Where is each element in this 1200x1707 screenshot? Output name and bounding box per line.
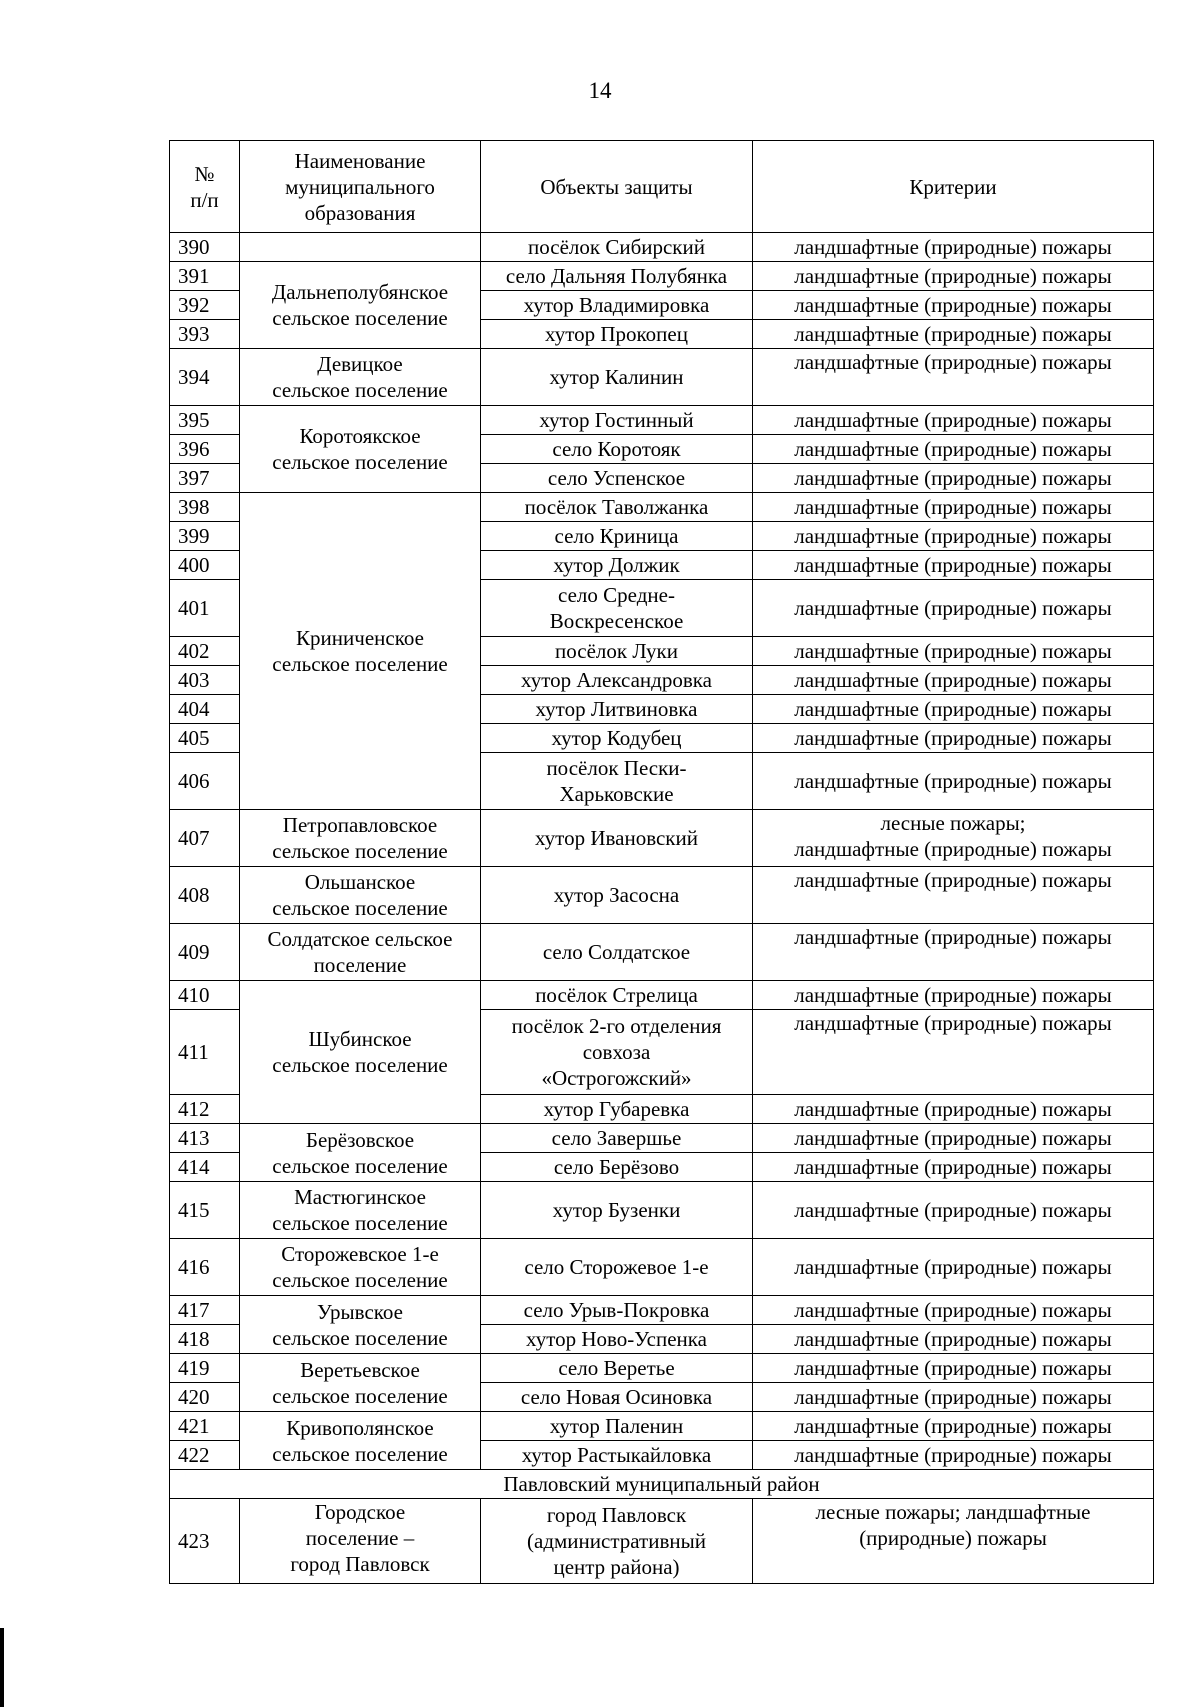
row-number: 406 <box>170 753 240 810</box>
row-number: 390 <box>170 233 240 262</box>
municipality-cell <box>240 1354 481 1412</box>
criteria-text: ландшафтные (природные) пожары <box>794 639 1112 663</box>
row-number: 392 <box>170 291 240 320</box>
protection-object <box>481 666 753 695</box>
table-row <box>170 1412 1154 1441</box>
protection-object-text: хутор Кодубец <box>551 726 682 750</box>
protection-object-text: посёлок Пески- Харьковские <box>546 756 687 806</box>
protection-object <box>481 1124 753 1153</box>
criteria-text: ландшафтные (природные) пожары <box>794 1255 1112 1279</box>
criteria-cell <box>753 320 1154 349</box>
municipality-cell <box>240 349 481 406</box>
protection-object <box>481 1383 753 1412</box>
criteria-cell <box>753 695 1154 724</box>
table-row <box>170 1182 1154 1239</box>
criteria-cell <box>753 1095 1154 1124</box>
municipality-cell <box>240 867 481 924</box>
row-number: 416 <box>170 1239 240 1296</box>
row-number: 415 <box>170 1182 240 1239</box>
page-number: 14 <box>588 78 612 103</box>
criteria-text: ландшафтные (природные) пожары <box>794 697 1112 721</box>
protection-object-text: хутор Растыкайловка <box>521 1443 712 1467</box>
table-row <box>170 981 1154 1010</box>
municipality-name: Мастюгинское сельское поселение <box>272 1185 448 1235</box>
criteria-text: лесные пожары; ландшафтные (природные) пожары <box>815 1500 1091 1550</box>
row-number: 397 <box>170 464 240 493</box>
protection-object <box>481 464 753 493</box>
table-row <box>170 406 1154 435</box>
row-number: 410 <box>170 981 240 1010</box>
protection-object-text: хутор Литвиновка <box>535 697 698 721</box>
criteria-cell <box>753 1153 1154 1182</box>
protection-objects-table <box>169 140 1154 1584</box>
row-number: 408 <box>170 867 240 924</box>
protection-object-text: хутор Ново-Успенка <box>526 1327 707 1351</box>
protection-object <box>481 349 753 406</box>
criteria-cell <box>753 493 1154 522</box>
municipality-cell <box>240 924 481 981</box>
protection-object-text: село Коротояк <box>552 437 681 461</box>
criteria-text: ландшафтные (природные) пожары <box>794 1126 1112 1150</box>
protection-object <box>481 724 753 753</box>
row-number: 422 <box>170 1441 240 1470</box>
municipality-cell <box>240 1239 481 1296</box>
protection-object-text: посёлок Сибирский <box>527 235 705 259</box>
protection-object <box>481 1153 753 1182</box>
table-row <box>170 810 1154 867</box>
municipality-cell <box>240 1296 481 1354</box>
municipality-name: Берёзовское сельское поселение <box>272 1127 448 1178</box>
criteria-text: ландшафтные (природные) пожары <box>794 350 1112 374</box>
municipality-cell <box>240 1182 481 1239</box>
protection-object-text: хутор Калинин <box>549 365 684 389</box>
protection-object <box>481 1499 753 1584</box>
criteria-text: ландшафтные (природные) пожары <box>794 1011 1112 1035</box>
criteria-text: ландшафтные (природные) пожары <box>794 1385 1112 1409</box>
criteria-text: ландшафтные (природные) пожары <box>794 408 1112 432</box>
criteria-text: ландшафтные (природные) пожары <box>794 925 1112 949</box>
row-number: 411 <box>170 1010 240 1095</box>
criteria-text: ландшафтные (природные) пожары <box>794 1443 1112 1467</box>
criteria-cell <box>753 666 1154 695</box>
row-number: 405 <box>170 724 240 753</box>
criteria-text: ландшафтные (природные) пожары <box>794 1155 1112 1179</box>
criteria-cell <box>753 233 1154 262</box>
protection-object-text: село Успенское <box>547 466 686 490</box>
municipality-cell <box>240 406 481 493</box>
protection-object <box>481 1412 753 1441</box>
protection-object <box>481 1325 753 1354</box>
municipality-cell <box>240 810 481 867</box>
criteria-cell <box>753 1296 1154 1325</box>
protection-object <box>481 1095 753 1124</box>
criteria-text: ландшафтные (природные) пожары <box>794 668 1112 692</box>
protection-object <box>481 522 753 551</box>
protection-object-text: хутор Прокопец <box>545 322 688 346</box>
municipality-name: Коротоякское сельское поселение <box>272 424 448 474</box>
protection-object <box>481 1010 753 1095</box>
municipality-cell <box>240 233 481 262</box>
criteria-cell <box>753 1124 1154 1153</box>
table-row <box>170 349 1154 406</box>
protection-object-text: село Дальняя Полубянка <box>505 264 728 288</box>
table-body <box>170 233 1154 1584</box>
table-row <box>170 1124 1154 1153</box>
row-number: 407 <box>170 810 240 867</box>
protection-object <box>481 262 753 291</box>
criteria-cell <box>753 724 1154 753</box>
table-row <box>170 1499 1154 1584</box>
protection-object-text: село Сторожевое 1-е <box>524 1255 709 1279</box>
municipality-name: Городское поселение – город Павловск <box>290 1500 430 1576</box>
municipality-name: Ольшанское сельское поселение <box>272 870 448 920</box>
municipality-name: Петропавловское сельское поселение <box>272 813 448 863</box>
protection-object <box>481 493 753 522</box>
protection-object <box>481 753 753 810</box>
table-row <box>170 924 1154 981</box>
protection-object-text: хутор Засосна <box>553 883 680 907</box>
section-title: Павловский муниципальный район <box>170 1470 1154 1499</box>
criteria-cell <box>753 1239 1154 1296</box>
criteria-text: ландшафтные (природные) пожары <box>794 1198 1112 1222</box>
criteria-text: ландшафтные (природные) пожары <box>794 769 1112 793</box>
protection-object-text: хутор Владимировка <box>523 293 710 317</box>
section-row-pavlovsk <box>170 1470 1154 1499</box>
protection-object <box>481 637 753 666</box>
protection-object-text: село Новая Осиновка <box>520 1385 713 1409</box>
protection-object-text: хутор Должик <box>553 553 680 577</box>
protection-object-text: посёлок Стрелица <box>535 983 698 1007</box>
municipality-name: Веретьевское сельское поселение <box>272 1357 448 1408</box>
protection-object-text: село Веретье <box>558 1356 675 1380</box>
criteria-cell <box>753 810 1154 867</box>
criteria-text: ландшафтные (природные) пожары <box>794 322 1112 346</box>
criteria-text: ландшафтные (природные) пожары <box>794 466 1112 490</box>
criteria-text: ландшафтные (природные) пожары <box>794 1298 1112 1322</box>
criteria-text: лесные пожары; ландшафтные (природные) пожары <box>794 811 1112 861</box>
protection-object-text: хутор Ивановский <box>534 826 698 850</box>
municipality-name: Шубинское сельское поселение <box>272 1027 448 1077</box>
row-number: 404 <box>170 695 240 724</box>
protection-object <box>481 695 753 724</box>
row-number: 401 <box>170 580 240 637</box>
municipality-cell <box>240 981 481 1124</box>
row-number: 413 <box>170 1124 240 1153</box>
municipality-name: Криниченское сельское поселение <box>272 626 448 676</box>
table-row <box>170 867 1154 924</box>
protection-object-text: село Завершье <box>551 1126 682 1150</box>
protection-object-text: село Урыв-Покровка <box>523 1298 710 1322</box>
municipality-cell <box>240 1499 481 1584</box>
municipality-cell <box>240 493 481 810</box>
protection-object-text: хутор Александровка <box>521 668 712 692</box>
row-number: 399 <box>170 522 240 551</box>
municipality-name: Урывское сельское поселение <box>272 1299 448 1350</box>
criteria-cell <box>753 435 1154 464</box>
row-number: 395 <box>170 406 240 435</box>
protection-object-text: хутор Паленин <box>549 1414 684 1438</box>
criteria-text: ландшафтные (природные) пожары <box>794 524 1112 548</box>
municipality-cell <box>240 262 481 349</box>
criteria-cell <box>753 1499 1154 1584</box>
protection-object-text: посёлок Луки <box>555 639 678 663</box>
criteria-cell <box>753 1010 1154 1095</box>
criteria-text: ландшафтные (природные) пожары <box>794 495 1112 519</box>
protection-object <box>481 867 753 924</box>
protection-object-text: село Средне- Воскресенское <box>549 583 684 633</box>
protection-object <box>481 1441 753 1470</box>
criteria-text: ландшафтные (природные) пожары <box>794 726 1112 750</box>
row-number: 402 <box>170 637 240 666</box>
row-number: 394 <box>170 349 240 406</box>
municipality-name: Кривополянское сельское поселение <box>272 1415 448 1466</box>
protection-object <box>481 981 753 1010</box>
criteria-cell <box>753 406 1154 435</box>
row-number: 417 <box>170 1296 240 1325</box>
row-number: 393 <box>170 320 240 349</box>
protection-object-text: город Павловск (административный центр района) <box>527 1503 706 1579</box>
criteria-cell <box>753 1441 1154 1470</box>
criteria-cell <box>753 551 1154 580</box>
protection-object <box>481 580 753 637</box>
row-number: 418 <box>170 1325 240 1354</box>
criteria-text: ландшафтные (природные) пожары <box>794 1097 1112 1121</box>
criteria-text: ландшафтные (природные) пожары <box>794 293 1112 317</box>
criteria-text: ландшафтные (природные) пожары <box>794 437 1112 461</box>
protection-object-text: село Криница <box>554 524 679 548</box>
header-objects: Объекты защиты <box>481 141 753 233</box>
municipality-cell <box>240 1124 481 1182</box>
municipality-name: Девицкое сельское поселение <box>272 352 448 402</box>
criteria-cell <box>753 1354 1154 1383</box>
criteria-cell <box>753 981 1154 1010</box>
protection-object <box>481 810 753 867</box>
row-number: 419 <box>170 1354 240 1383</box>
criteria-cell <box>753 349 1154 406</box>
criteria-text: ландшафтные (природные) пожары <box>794 264 1112 288</box>
table-row <box>170 1239 1154 1296</box>
scan-edge-mark <box>0 1628 4 1707</box>
criteria-text: ландшафтные (природные) пожары <box>794 596 1112 620</box>
criteria-text: ландшафтные (природные) пожары <box>794 553 1112 577</box>
protection-object <box>481 406 753 435</box>
protection-object <box>481 1239 753 1296</box>
table-row <box>170 493 1154 522</box>
criteria-cell <box>753 753 1154 810</box>
municipality-name: Солдатское сельское поселение <box>267 927 453 977</box>
criteria-cell <box>753 1325 1154 1354</box>
criteria-cell <box>753 1182 1154 1239</box>
criteria-cell <box>753 464 1154 493</box>
criteria-cell <box>753 637 1154 666</box>
row-number: 398 <box>170 493 240 522</box>
protection-object-text: хутор Губаревка <box>543 1097 690 1121</box>
protection-object <box>481 291 753 320</box>
table-row <box>170 233 1154 262</box>
protection-object-text: посёлок 2-го отделения совхоза «Острогожский» <box>511 1014 722 1090</box>
protection-object <box>481 233 753 262</box>
protection-object-text: хутор Гостинный <box>539 408 694 432</box>
header-num: № п/п <box>170 141 240 233</box>
criteria-cell <box>753 1412 1154 1441</box>
criteria-cell <box>753 924 1154 981</box>
protection-object <box>481 1296 753 1325</box>
criteria-text: ландшафтные (природные) пожары <box>794 235 1112 259</box>
row-number: 400 <box>170 551 240 580</box>
criteria-text: ландшафтные (природные) пожары <box>794 983 1112 1007</box>
criteria-cell <box>753 867 1154 924</box>
municipality-name: Дальнеполубянское сельское поселение <box>271 280 449 330</box>
protection-object-text: село Солдатское <box>542 940 691 964</box>
protection-object <box>481 1354 753 1383</box>
header-municipality: Наименование муниципального образования <box>240 141 481 233</box>
protection-object <box>481 551 753 580</box>
criteria-cell <box>753 291 1154 320</box>
row-number: 409 <box>170 924 240 981</box>
municipality-name: Сторожевское 1-е сельское поселение <box>272 1242 448 1292</box>
protection-object-text: село Берёзово <box>553 1155 680 1179</box>
protection-object-text: посёлок Таволжанка <box>524 495 709 519</box>
row-number: 421 <box>170 1412 240 1441</box>
table-row <box>170 262 1154 291</box>
row-number: 423 <box>170 1499 240 1584</box>
row-number: 420 <box>170 1383 240 1412</box>
table-row <box>170 1354 1154 1383</box>
criteria-cell <box>753 262 1154 291</box>
criteria-text: ландшафтные (природные) пожары <box>794 1327 1112 1351</box>
municipality-cell <box>240 1412 481 1470</box>
protection-object-text: хутор Бузенки <box>552 1198 681 1222</box>
criteria-text: ландшафтные (природные) пожары <box>794 868 1112 892</box>
row-number: 391 <box>170 262 240 291</box>
criteria-cell <box>753 522 1154 551</box>
criteria-cell <box>753 1383 1154 1412</box>
criteria-text: ландшафтные (природные) пожары <box>794 1414 1112 1438</box>
protection-object <box>481 1182 753 1239</box>
protection-object <box>481 320 753 349</box>
protection-object <box>481 435 753 464</box>
criteria-text: ландшафтные (природные) пожары <box>794 1356 1112 1380</box>
row-number: 396 <box>170 435 240 464</box>
header-criteria: Критерии <box>753 141 1154 233</box>
row-number: 414 <box>170 1153 240 1182</box>
row-number: 403 <box>170 666 240 695</box>
table-header-row <box>170 141 1154 233</box>
protection-object <box>481 924 753 981</box>
row-number: 412 <box>170 1095 240 1124</box>
criteria-cell <box>753 580 1154 637</box>
table-row <box>170 1296 1154 1325</box>
